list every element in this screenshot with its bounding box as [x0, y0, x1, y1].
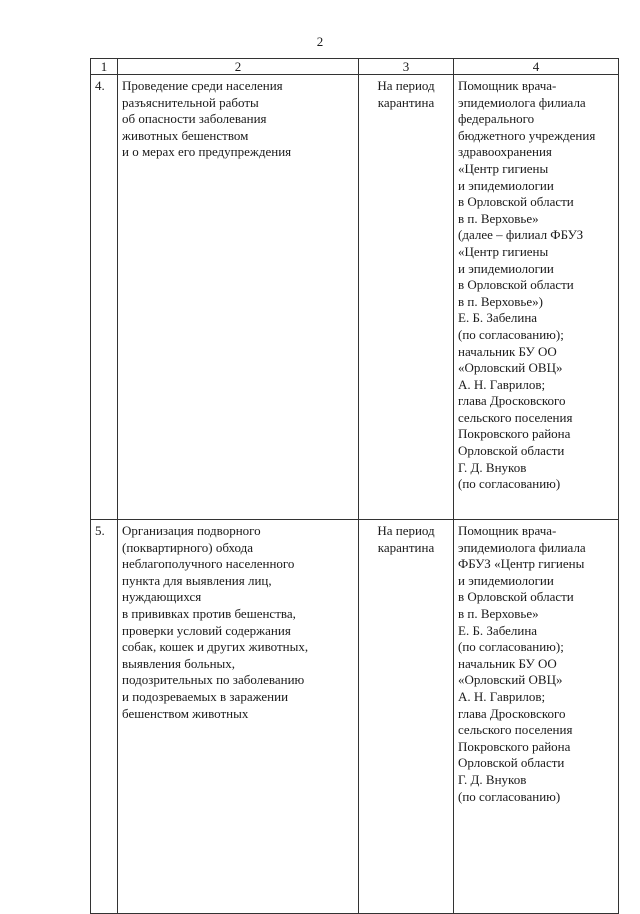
text-line: Е. Б. Забелина: [458, 310, 538, 326]
table-header-row: [91, 59, 619, 75]
text-line: (по согласованию): [458, 476, 561, 492]
text-line: Орловской области: [458, 443, 565, 459]
text-line: сельского поселения: [458, 409, 573, 425]
text-line: в п. Верховье»: [458, 605, 539, 621]
text-line: Помощник врача-: [458, 78, 557, 93]
row-responsible: [454, 75, 619, 520]
text-line: (далее – филиал ФБУЗ: [458, 227, 584, 243]
text-line: начальник БУ ОО: [458, 343, 557, 359]
text-line: (поквартирного) обхода: [122, 539, 253, 555]
text-line: карантина: [377, 539, 435, 555]
text-line: Г. Д. Внуков: [458, 771, 527, 787]
text-line: бешенством животных: [122, 705, 249, 721]
text-line: федерального: [458, 111, 535, 127]
row-term: [359, 75, 454, 520]
text-line: нуждающихся: [122, 589, 202, 605]
header-col-3: 3: [359, 59, 454, 75]
text-line: и эпидемиологии: [458, 572, 554, 588]
header-col-4: 4: [454, 59, 619, 75]
text-line: в Орловской области: [458, 194, 574, 210]
text-line: в п. Верховье»): [458, 293, 543, 309]
table-row: [91, 75, 619, 520]
text-line: На период: [377, 523, 435, 538]
text-line: собак, кошек и других животных,: [122, 639, 309, 655]
text-line: (по согласованию);: [458, 326, 564, 342]
row-number: 5.: [91, 520, 118, 914]
text-line: в п. Верховье»: [458, 210, 539, 226]
text-line: «Центр гигиены: [458, 243, 549, 259]
text-line: (по согласованию): [458, 788, 561, 804]
text-line: и эпидемиологии: [458, 177, 554, 193]
text-line: и подозреваемых в заражении: [122, 688, 289, 704]
row-activity: [118, 520, 359, 914]
text-line: животных бешенством: [122, 127, 249, 143]
text-line: об опасности заболевания: [122, 111, 267, 127]
text-line: начальник БУ ОО: [458, 655, 557, 671]
text-line: «Орловский ОВЦ»: [458, 360, 563, 376]
text-line: А. Н. Гаврилов;: [458, 688, 546, 704]
text-line: Покровского района: [458, 738, 571, 754]
text-line: Организация подворного: [122, 523, 261, 538]
text-line: сельского поселения: [458, 722, 573, 738]
text-line: бюджетного учреждения: [458, 127, 596, 143]
text-line: Проведение среди населения: [122, 78, 283, 93]
text-line: глава Дросковского: [458, 705, 566, 721]
text-line: разъяснительной работы: [122, 94, 259, 110]
text-line: карантина: [377, 94, 435, 110]
table-row: [91, 520, 619, 914]
text-line: пункта для выявления лиц,: [122, 572, 272, 588]
text-line: и о мерах его предупреждения: [122, 144, 292, 160]
text-line: Г. Д. Внуков: [458, 459, 527, 475]
text-line: в Орловской области: [458, 277, 574, 293]
row-responsible: [454, 520, 619, 914]
text-line: эпидемиолога филиала: [458, 94, 586, 110]
measures-table: [90, 58, 619, 914]
text-line: На период: [377, 78, 435, 93]
text-line: Е. Б. Забелина: [458, 622, 538, 638]
text-line: ФБУЗ «Центр гигиены: [458, 556, 585, 572]
text-line: «Центр гигиены: [458, 160, 549, 176]
header-col-2: 2: [118, 59, 359, 75]
row-term: [359, 520, 454, 914]
page-number: 2: [316, 34, 324, 49]
text-line: в прививках против бешенства,: [122, 605, 296, 621]
text-line: (по согласованию);: [458, 639, 564, 655]
text-line: здравоохранения: [458, 144, 552, 160]
text-line: А. Н. Гаврилов;: [458, 376, 546, 392]
text-line: Помощник врача-: [458, 523, 557, 538]
text-line: проверки условий содержания: [122, 622, 291, 638]
text-line: Покровского района: [458, 426, 571, 442]
header-col-1: 1: [91, 59, 118, 75]
text-line: выявления больных,: [122, 655, 236, 671]
text-line: Орловской области: [458, 755, 565, 771]
text-line: в Орловской области: [458, 589, 574, 605]
text-line: эпидемиолога филиала: [458, 539, 586, 555]
row-number: 4.: [91, 75, 118, 520]
text-line: неблагополучного населенного: [122, 556, 295, 572]
text-line: подозрительных по заболеванию: [122, 672, 305, 688]
row-activity: [118, 75, 359, 520]
text-line: глава Дросковского: [458, 393, 566, 409]
text-line: «Орловский ОВЦ»: [458, 672, 563, 688]
text-line: и эпидемиологии: [458, 260, 554, 276]
